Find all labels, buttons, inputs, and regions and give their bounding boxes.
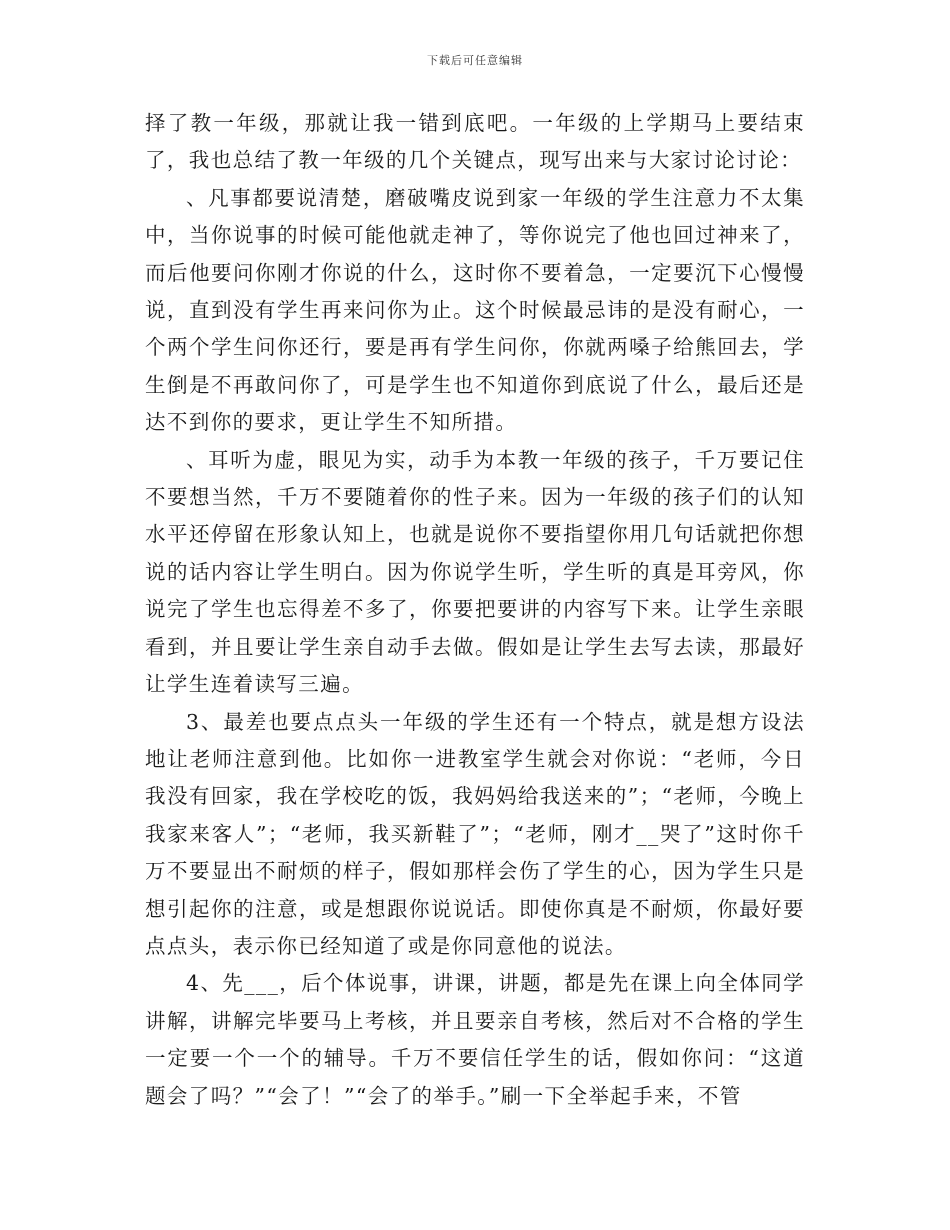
document-body [145, 105, 805, 1115]
page-header: 下载后可任意编辑 [427, 54, 523, 67]
paragraph-point-2: 、耳听为虚，眼见为实，动手为本教一年级的孩子，千万要记住不要想当然，千万不要随着你的性子来。因为一年级的孩子们的认知水平还停留在形象认知上，也就是说你不要指望你用几句话就把你想说的话内容让学生明白。因为你说学生听，学生听的真是耳旁风，你说完了学生也忘得差不多了，你要把要讲的内容写下来。让学生亲眼看到，并且要让学生亲自动手去做。假如是让学生去写去读，那最好让学生连着读写三遍。 [145, 447, 805, 697]
paragraph-point-1: 、凡事都要说清楚，磨破嘴皮说到家一年级的学生注意力不太集中，当你说事的时候可能他就走神了，等你说完了他也回过神来了，而后他要问你刚才你说的什么，这时你不要着急，一定要沉下心慢慢说，直到没有学生再来问你为止。这个时候最忌讳的是没有耐心，一个两个学生问你还行，要是再有学生问你，你就两嗓子给熊回去，学生倒是不再敢问你了，可是学生也不知道你到底说了什么，最后还是达不到你的要求，更让学生不知所措。 [145, 185, 805, 435]
paragraph-intro: 择了教一年级，那就让我一错到底吧。一年级的上学期马上要结束了，我也总结了教一年级的几个关键点，现写出来与大家讨论讨论： [145, 111, 805, 173]
paragraph-point-3: 3、最差也要点点头一年级的学生还有一个特点，就是想方设法地让老师注意到他。比如你一进教室学生就会对你说：“老师，今日我没有回家，我在学校吃的饭，我妈妈给我送来的”；“老师，今晚上我家来客人”；“老师，我买新鞋了”；“老师，刚才__哭了”这时你千万不要显出不耐烦的样子，假如那样会伤了学生的心，因为学生只是想引起你的注意，或是想跟你说说话。即使你真是不耐烦，你最好要点点头，表示你已经知道了或是你同意他的说法。 [145, 709, 805, 958]
paragraph-point-4: 4、先___，后个体说事，讲课，讲题，都是先在课上向全体同学讲解，讲解完毕要马上考核，并且要亲自考核，然后对不合格的学生一定要一个一个的辅导。千万不要信任学生的话，假如你问：“这道题会了吗？”“会了！”“会了的举手。”刷一下全举起手来，不管 [145, 971, 805, 1108]
